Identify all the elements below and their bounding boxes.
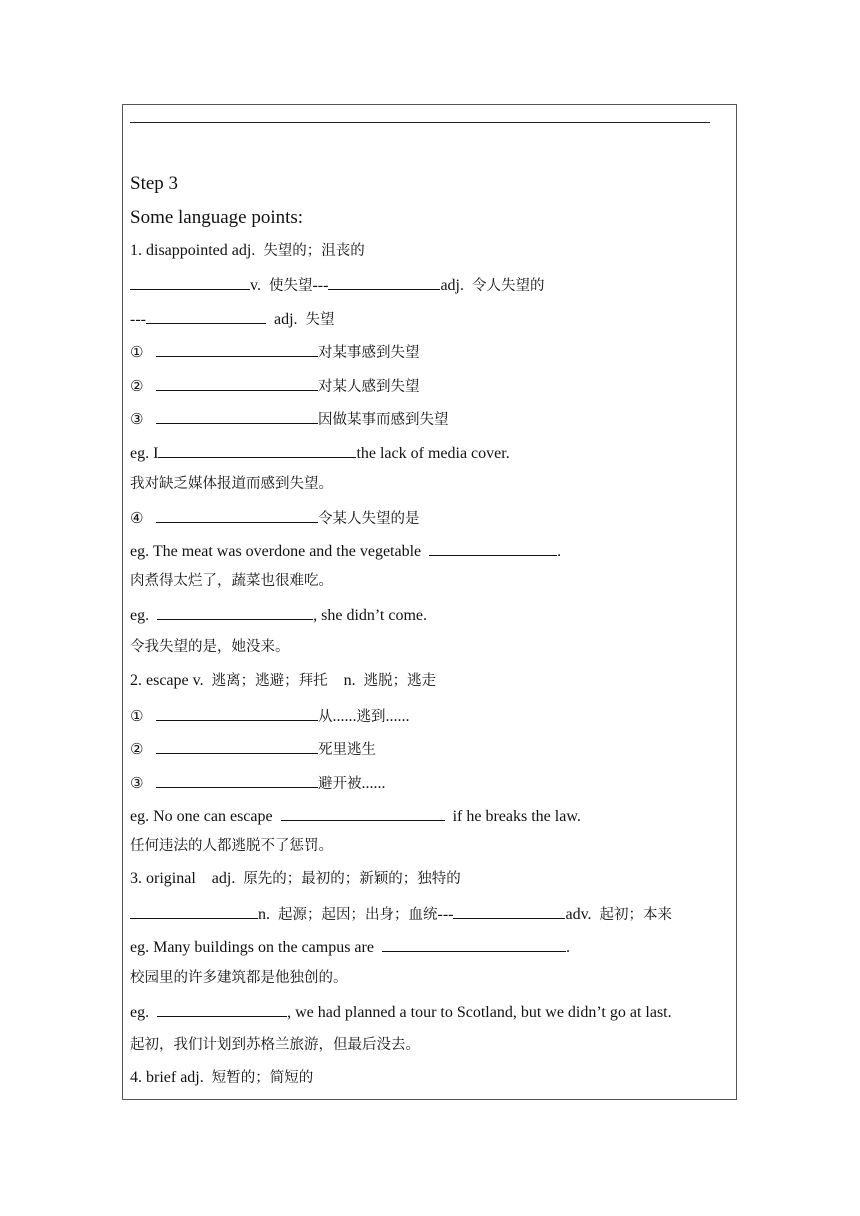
disappointed-forms-line: v. 使失望--- adj. 令人失望的 (130, 274, 545, 296)
blank[interactable] (156, 738, 318, 754)
example-2: eg. The meat was overdone and the vegetable . (130, 540, 561, 562)
blank[interactable] (156, 341, 318, 357)
example-5: eg. Many buildings on the campus are . (130, 936, 570, 958)
escape-phrase-3: ③ 避开被...... (130, 774, 386, 792)
blank[interactable] (281, 805, 445, 821)
example-1-translation: 我对缺乏媒体报道而感到失望。 (130, 476, 333, 492)
top-rule (130, 122, 710, 123)
example-3: eg. , she didn’t come. (130, 604, 427, 626)
example-3-translation: 令我失望的是，她没来。 (130, 639, 290, 655)
blank[interactable] (156, 408, 318, 424)
item-escape-heading: 2. escape v. 逃离；逃避；拜托 n. 逃脱；逃走 (130, 672, 437, 689)
blank[interactable] (328, 274, 440, 290)
original-forms-line: n. 起源；起因；出身；血统--- adv. 起初；本来 (130, 903, 672, 925)
phrase-4: ④ 令某人失望的是 (130, 509, 420, 527)
phrase-1: ① 对某事感到失望 (130, 343, 420, 361)
item-original-heading: 3. original adj. 原先的；最初的；新颖的；独特的 (130, 870, 461, 887)
blank[interactable] (146, 308, 266, 324)
blank[interactable] (158, 442, 356, 458)
example-6: eg. , we had planned a tour to Scotland, but we didn’t go at last. (130, 1001, 672, 1023)
escape-phrase-1: ① 从......逃到...... (130, 707, 410, 725)
example-6-translation: 起初，我们计划到苏格兰旅游，但最后没去。 (130, 1037, 420, 1053)
item-brief-heading: 4. brief adj. 短暂的；简短的 (130, 1069, 314, 1086)
blank[interactable] (156, 772, 318, 788)
example-2-translation: 肉煮得太烂了，蔬菜也很难吃。 (130, 573, 333, 589)
phrase-3: ③ 因做某事而感到失望 (130, 410, 449, 428)
blank[interactable] (157, 604, 313, 620)
example-4: eg. No one can escape if he breaks the law. (130, 805, 581, 827)
blank[interactable] (130, 903, 258, 919)
blank[interactable] (156, 705, 318, 721)
blank[interactable] (453, 903, 565, 919)
blank[interactable] (429, 540, 557, 556)
phrase-2: ② 对某人感到失望 (130, 377, 420, 395)
item-disappointed-heading: 1. disappointed adj. 失望的；沮丧的 (130, 242, 365, 259)
example-1: eg. I the lack of media cover. (130, 442, 510, 464)
blank[interactable] (382, 936, 566, 952)
blank[interactable] (156, 507, 318, 523)
blank[interactable] (157, 1001, 287, 1017)
escape-phrase-2: ② 死里逃生 (130, 740, 376, 758)
blank[interactable] (156, 375, 318, 391)
example-5-translation: 校园里的许多建筑都是他独创的。 (130, 970, 348, 986)
blank[interactable] (130, 274, 250, 290)
step-title: Step 3 (130, 173, 179, 194)
example-4-translation: 任何违法的人都逃脱不了惩罚。 (130, 838, 333, 854)
section-title: Some language points: (130, 207, 304, 228)
disappointed-noun-line: --- adj. 失望 (130, 308, 335, 330)
